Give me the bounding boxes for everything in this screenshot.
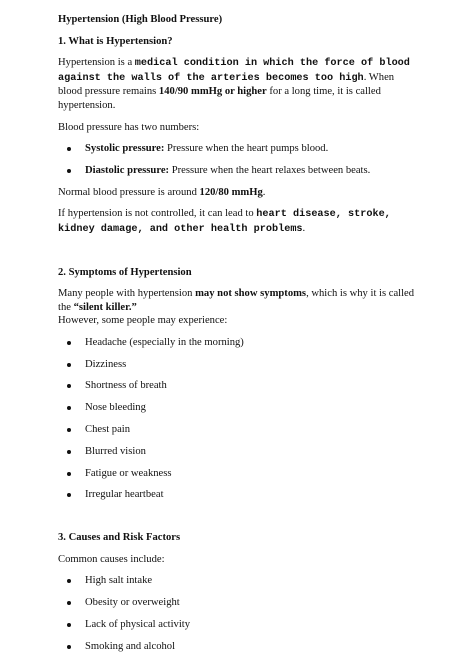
causes-list — [58, 574, 418, 653]
section-heading-symptoms: 2. Symptoms of Hypertension — [58, 266, 192, 278]
list-item: High salt intake — [58, 574, 418, 588]
definition-paragraph — [58, 56, 418, 112]
list-item-systolic — [58, 142, 418, 156]
list-item-label: Diastolic pressure: — [85, 164, 170, 176]
section-heading-what-is: 1. What is Hypertension? — [58, 35, 173, 47]
section-spacer — [58, 510, 418, 531]
list-item: Headache (especially in the morning) — [58, 336, 418, 350]
document-title: Hypertension (High Blood Pressure) — [58, 14, 223, 25]
list-item: Blurred vision — [58, 445, 418, 459]
text-run-bold: 120/80 mmHg — [199, 186, 263, 198]
list-item-text: Pressure when the heart relaxes between beats. — [169, 164, 371, 176]
text-run: If hypertension is not controlled, it can lead to — [58, 208, 257, 220]
list-item-text: Pressure when the heart pumps blood. — [164, 143, 329, 155]
text-run-bold: medical condition in which the force of blood against the walls of the arteries becomes too high — [58, 58, 410, 84]
document-body — [58, 13, 418, 661]
symptoms-list — [58, 336, 418, 502]
normal-pressure-paragraph — [58, 186, 418, 200]
list-item-diastolic — [58, 164, 418, 178]
text-run: for a long time, it is called hypertension. — [58, 86, 381, 111]
complications-paragraph — [58, 207, 418, 236]
text-run: , which is why it is called the — [58, 288, 415, 313]
list-item: Chest pain — [58, 423, 418, 437]
text-run: Hypertension is a — [58, 57, 135, 69]
section-heading-causes: 3. Causes and Risk Factors — [58, 532, 181, 544]
text-run-bold: heart disease, stroke, kidney damage, and other health problems — [58, 209, 391, 235]
list-item: Lack of physical activity — [58, 618, 418, 632]
text-run-bold: 140/90 mmHg or higher — [158, 86, 267, 98]
section-spacer — [58, 245, 418, 266]
two-numbers-text: Blood pressure has two numbers: — [58, 121, 200, 133]
common-causes-text: Common causes include: — [58, 553, 165, 565]
text-run: Normal blood pressure is around — [58, 186, 200, 198]
list-item: Obesity or overweight — [58, 596, 418, 610]
text-run: Many people with hypertension — [58, 288, 196, 300]
text-run: . When blood pressure remains — [58, 71, 395, 98]
list-item: Smoking and alcohol — [58, 640, 418, 654]
text-run-bold: “silent killer.” — [73, 301, 137, 313]
text-run: . — [302, 222, 306, 234]
however-text: However, some people may experience: — [58, 315, 228, 327]
list-item: Shortness of breath — [58, 379, 418, 393]
list-item: Fatigue or weakness — [58, 467, 418, 481]
list-item-label: Systolic pressure: — [85, 143, 165, 155]
text-run: . — [262, 186, 266, 198]
pressure-list — [58, 142, 418, 177]
text-run-bold: may not show symptoms — [195, 288, 307, 300]
list-item: Nose bleeding — [58, 401, 418, 415]
list-item: Irregular heartbeat — [58, 488, 418, 502]
silent-killer-paragraph — [58, 287, 418, 314]
list-item: Dizziness — [58, 358, 418, 372]
